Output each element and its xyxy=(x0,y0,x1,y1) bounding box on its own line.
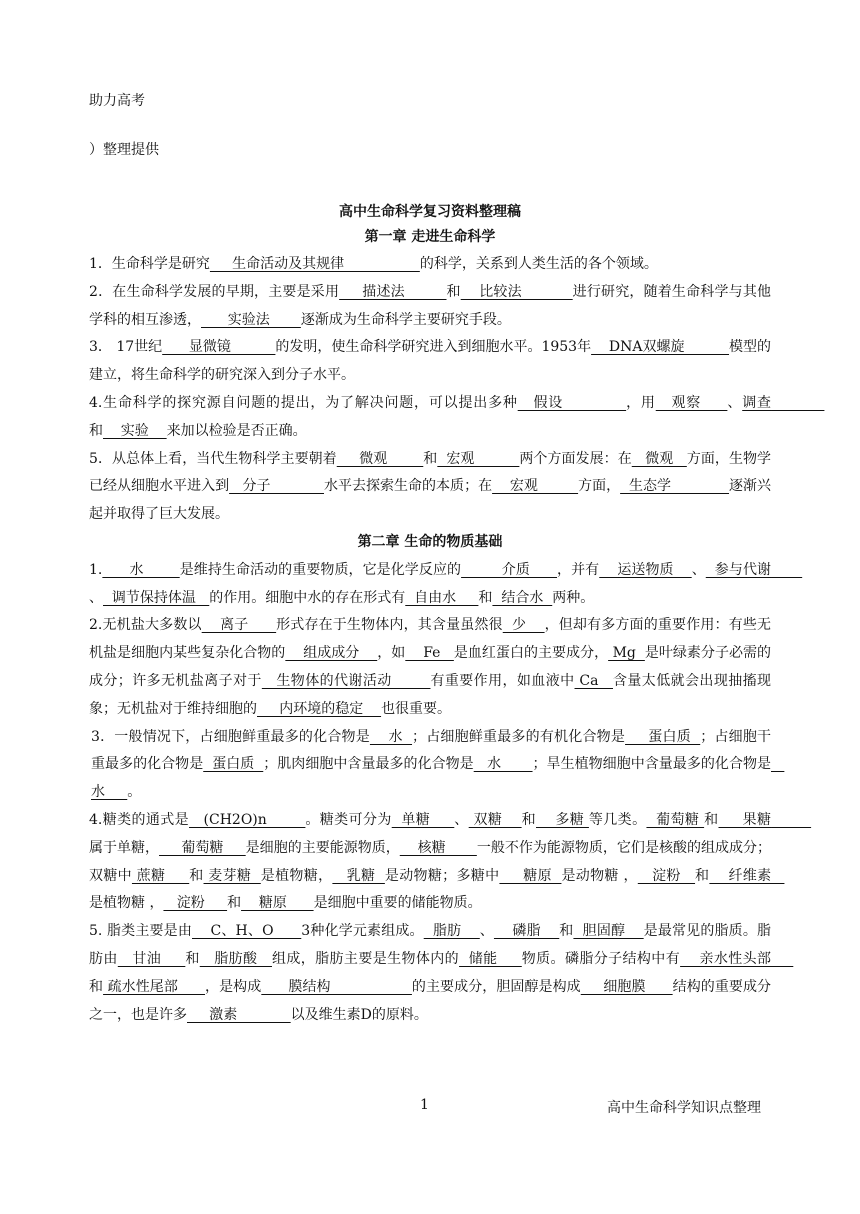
fill-in-answer: 描述法 xyxy=(339,283,447,300)
fill-in-answer: 麦芽糖 xyxy=(203,867,261,884)
document-body xyxy=(89,251,825,1029)
header-line-2: ）整理提供 xyxy=(89,142,159,158)
fill-in-answer: 微观 xyxy=(336,450,424,467)
fill-in-answer: 细胞膜 xyxy=(580,978,673,995)
chapter-1-item-5: 5．从总体上看，当代生物科学主要朝着 微观 和 宏观 两个方面发展：在 微观 方面，生物学已经从细胞水平进入到 分子 水平去探索生命的本质；在 宏观 方面， 生态学 逐渐兴起并取得了巨大发展。 xyxy=(89,450,772,523)
fill-in-answer: 双糖 xyxy=(468,811,522,828)
chapter-2-item-3: 3．一般情况下，占细胞鲜重最多的化合物是 水 ；占细胞鲜重最多的有机化合物是 蛋白质 ；占细胞干重最多的化合物是 蛋白质 ；肌肉细胞中含量最多的化合物是 水 ；旱生植物细胞中含量最多的化合物是 水 。 xyxy=(91,728,785,801)
fill-in-answer: 蛋白质 xyxy=(203,756,264,773)
fill-in-answer: 果糖 xyxy=(718,811,812,828)
chapter-2-heading: 第二章 生命的物质基础 xyxy=(357,533,503,550)
fill-in-answer: 淀粉 xyxy=(637,867,696,884)
fill-in-answer: 生命活动及其规律 xyxy=(209,256,420,272)
fill-in-answer: 水 xyxy=(91,756,785,801)
document-title: 高中生命科学复习资料整理稿 xyxy=(339,204,521,220)
fill-in-answer: 水 xyxy=(473,756,533,773)
fill-in-answer: 水 xyxy=(102,561,180,578)
fill-in-answer: 离子 xyxy=(201,617,277,634)
fill-in-answer: 单糖 xyxy=(391,811,455,828)
footer-title: 高中生命科学知识点整理 xyxy=(607,1100,761,1116)
fill-in-answer: 显微镜 xyxy=(162,339,276,356)
fill-in-answer: 生态学 xyxy=(620,478,730,495)
fill-in-answer: 实验法 xyxy=(201,311,301,328)
fill-in-answer: 宏观 xyxy=(437,450,520,467)
fill-in-answer: Fe xyxy=(405,645,454,662)
fill-in-answer: 脂肪酸 xyxy=(199,950,272,967)
chapter-1-item-3: 3． 17世纪 显微镜 的发明，使生命科学研究进入到细胞水平。1953年 DNA双螺旋 模型的建立，将生命科学的研究深入到分子水平。 xyxy=(89,339,772,384)
fill-in-answer: 激素 xyxy=(187,1006,291,1023)
fill-in-answer: 脂肪 xyxy=(423,923,480,940)
fill-in-answer: Mg xyxy=(608,645,645,662)
fill-in-answer: Ca xyxy=(574,672,613,689)
fill-in-answer: 自由水 xyxy=(405,589,479,606)
fill-in-answer: 少 xyxy=(502,617,545,634)
fill-in-answer: 生物体的代谢活动 xyxy=(261,672,431,689)
chapter-1-item-2: 2．在生命科学发展的早期，主要是采用 描述法 和 比较法 进行研究，随着生命科学与其他学科的相互渗透， 实验法 逐渐成为生命科学主要研究手段。 xyxy=(89,283,772,328)
fill-in-answer: 磷脂 xyxy=(493,923,560,940)
page-number: 1 xyxy=(420,1097,429,1113)
fill-in-answer: DNA双螺旋 xyxy=(591,339,730,356)
chapter-1-item-4: 4.生命科学的探究源自问题的提出，为了解决问题，可以提出多种 假设 ，用 观察 、调查 和 实验 来加以检验是否正确。 xyxy=(89,394,825,439)
fill-in-answer: 乳糖 xyxy=(332,867,385,884)
fill-in-answer: 淀粉 xyxy=(163,895,228,912)
fill-in-answer: 分子 xyxy=(229,478,324,495)
header-line-1: 助力高考 xyxy=(89,93,145,109)
fill-in-answer: 甘油 xyxy=(117,950,186,967)
fill-in-answer: 多糖 xyxy=(536,811,589,828)
fill-in-answer: 调节保持体温 xyxy=(103,589,210,606)
fill-in-answer: 观察 xyxy=(655,394,728,411)
fill-in-answer: 胆固醇 xyxy=(573,923,644,940)
fill-in-answer: 核糖 xyxy=(399,839,477,856)
chapter-2-item-5: 5. 脂类主要是由 C、H、O 3种化学元素组成。 脂肪 、 磷脂 和 胆固醇 是最常见的脂质。脂肪由 甘油 和 脂肪酸 组成，脂肪主要是生物体内的 储能 物质。磷脂分子结构中有 亲水性头部 和 疏水性尾部 ，是构成 膜结构 的主要成分，胆固醇是构成 细胞膜 结构的重要成分之一，也是许多 激素 以及维生素D的原料。 xyxy=(89,923,794,1023)
fill-in-answer: 亲水性头部 xyxy=(680,950,794,967)
fill-in-answer: 内环境的稳定 xyxy=(257,700,382,717)
fill-in-answer: 纤维素 xyxy=(709,867,785,884)
fill-in-answer: 糖原 xyxy=(499,867,562,884)
fill-in-answer: 水 xyxy=(369,728,413,745)
fill-in-answer: 结合水 xyxy=(492,589,553,606)
fill-in-answer: 葡萄糖 xyxy=(646,811,705,828)
fill-in-answer: 宏观 xyxy=(492,478,579,495)
fill-in-answer: 疏水性尾部 xyxy=(103,978,206,995)
fill-in-answer: 调查 xyxy=(742,394,825,411)
fill-in-answer: 葡萄糖 xyxy=(159,839,246,856)
fill-in-answer: 蔗糖 xyxy=(131,867,190,884)
fill-in-answer: 微观 xyxy=(631,450,687,467)
chapter-2-item-2: 2.无机盐大多数以 离子 形式存在于生物体内，其含量虽然很 少 ，但却有多方面的重要作用：有些无机盐是细胞内某些复杂化合物的 组成成分 ，如 Fe 是血红蛋白的主要成分， Mg 是叶绿素分子必需的成分；许多无机盐离子对于 生物体的代谢活动 有重要作用，如血液中 Ca 含量太低就会出现抽搐现象；无机盐对于维持细胞的 内环境的稳定 也很重要。 xyxy=(89,617,772,717)
fill-in-answer: 假设 xyxy=(517,394,627,411)
fill-in-answer: (CH2O)n xyxy=(189,811,306,828)
fill-in-answer: 比较法 xyxy=(460,283,573,300)
chapter-1-item-1: 1．生命科学是研究 生命活动及其规律 的科学，关系到人类生活的各个领域。 xyxy=(89,256,658,272)
fill-in-answer: 实验 xyxy=(103,422,167,439)
fill-in-answer: 糖原 xyxy=(241,895,314,912)
chapter-2-item-1: 1. 水 是维持生命活动的重要物质，它是化学反应的 介质 ，并有 运送物质 、 参与代谢 、 调节保持体温 的作用。细胞中水的存在形式有 自由水 和 结合水 两种。 xyxy=(89,561,803,606)
fill-in-answer: 组成成分 xyxy=(285,645,378,662)
fill-in-answer: C、H、O xyxy=(192,923,302,940)
fill-in-answer: 膜结构 xyxy=(261,978,412,995)
fill-in-answer: 储能 xyxy=(459,950,522,967)
fill-in-answer: 参与代谢 xyxy=(705,561,803,578)
fill-in-answer: 介质 xyxy=(461,561,558,578)
fill-in-answer: 运送物质 xyxy=(599,561,692,578)
chapter-1-heading: 第一章 走进生命科学 xyxy=(364,229,496,245)
fill-in-answer: 蛋白质 xyxy=(625,728,701,745)
chapter-2-item-4: 4.糖类的通式是 (CH2O)n 。糖类可分为 单糖 、 双糖 和 多糖 等几类。 葡萄糖 和 果糖 属于单糖， 葡萄糖 是细胞的主要能源物质， 核糖 一般不作为能源物质，它们是核酸的组成成分；双糖中 蔗糖 和 麦芽糖 是植物糖， 乳糖 是动物糖；多糖中 糖原 是动物糖 ， 淀粉 和 纤维素 是植物糖 ， 淀粉 和 糖原 是细胞中重要的储能物质。 xyxy=(89,811,812,912)
